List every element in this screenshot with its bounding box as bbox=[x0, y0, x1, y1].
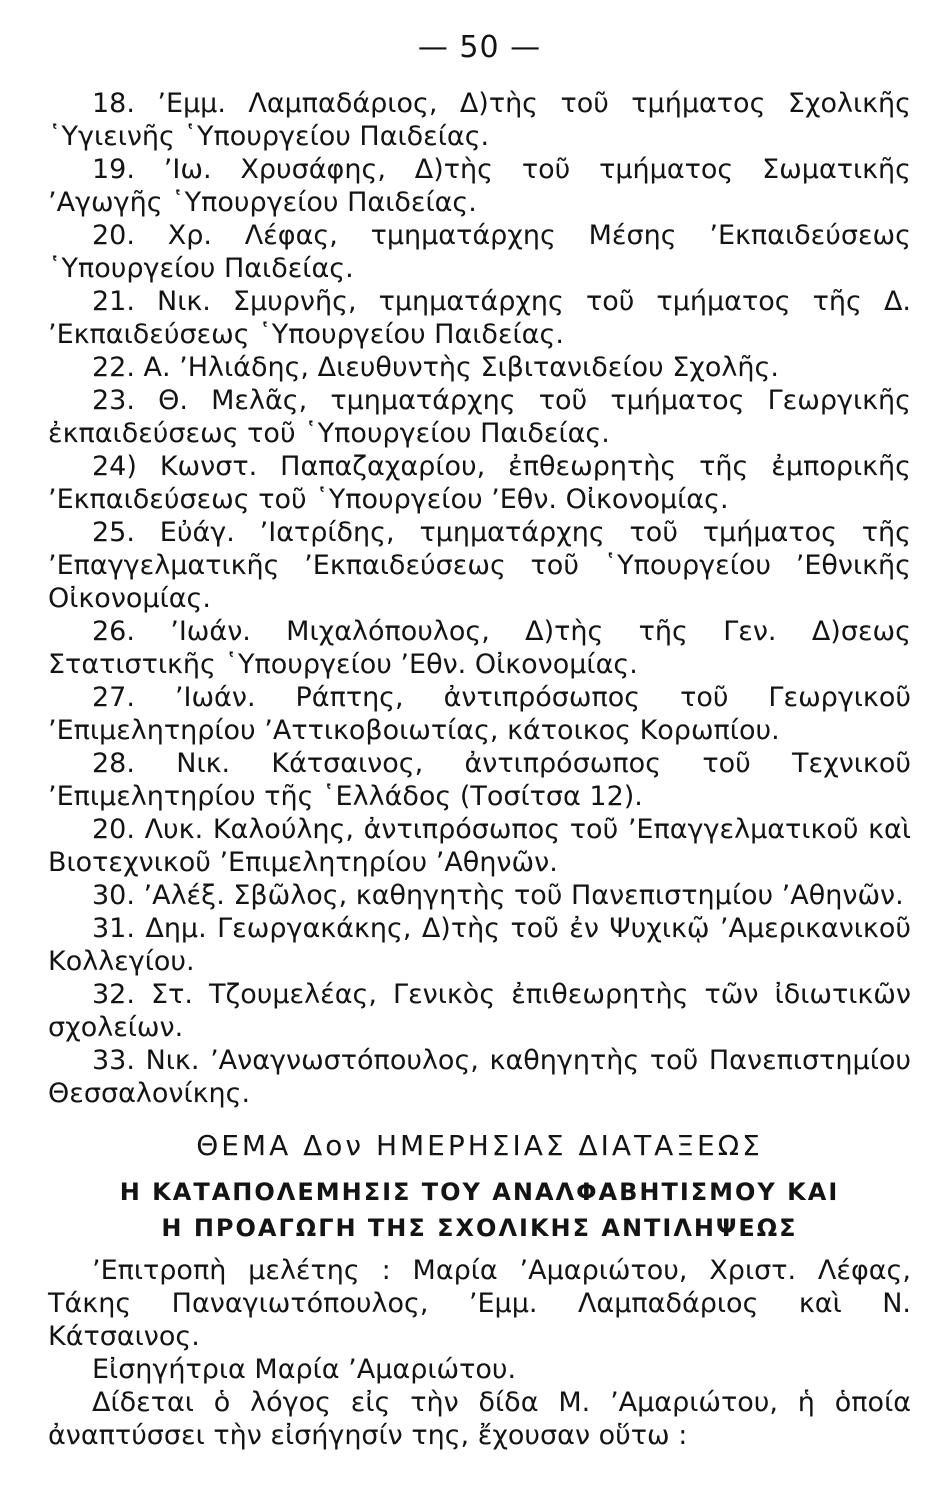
committee-paragraph: ’Επιτροπὴ μελέτης : Μαρία ’Αμαριώτου, Χριστ. Λέφας, Τάκης Παναγιωτόπουλος, ’Εμμ. Λαμπαδάριος καὶ Ν. Κάτσαινος. bbox=[48, 1255, 911, 1352]
page-number: — 50 — bbox=[417, 30, 542, 65]
agenda-theme-line: ΘΕΜΑ Δον ΗΜΕΡΗΣΙΑΣ ΔΙΑΤΑΞΕΩΣ bbox=[196, 1129, 763, 1162]
closing-paragraph: Δίδεται ὁ λόγος εἰς τὴν δίδα Μ. ’Αμαριώτου, ἡ ὁποία ἀναπτύσσει τὴν εἰσήγησίν της, ἔχουσαν οὕτω : bbox=[48, 1387, 911, 1451]
list-item: 26. ’Ιωάν. Μιχαλόπουλος, Δ)τὴς τῆς Γεν. Δ)σεως Στατιστικῆς ῾Υπουργείου ’Εθν. Οἰκονομίας. bbox=[48, 616, 911, 680]
list-item: 25. Εὐάγ. ’Ιατρίδης, τμηματάρχης τοῦ τμήματος τῆς ’Επαγγελματικῆς ’Εκπαιδεύσεως τοῦ ῾Υπουργείου ’Εθνικῆς Οἰκονομίας. bbox=[48, 517, 911, 614]
list-item: 32. Στ. Τζουμελέας, Γενικὸς ἐπιθεωρητὴς τῶν ἰδιωτικῶν σχολείων. bbox=[48, 979, 911, 1043]
list-item: 20. Λυκ. Καλούλης, ἀντιπρόσωπος τοῦ ’Επαγγελματικοῦ καὶ Βιοτεχνικοῦ ’Επιμελητηρίου ’Αθηνῶν. bbox=[48, 814, 911, 878]
list-item: 27. ’Ιωάν. Ράπτης, ἀντιπρόσωπος τοῦ Γεωργικοῦ ’Επιμελητηρίου ’Αττικοβοιωτίας, κάτοικος Κορωπίου. bbox=[48, 682, 911, 746]
list-item: 31. Δημ. Γεωργακάκης, Δ)τὴς τοῦ ἐν Ψυχικῷ ’Αμερικανικοῦ Κολλεγίου. bbox=[48, 913, 911, 977]
list-item: 22. Α. ’Ηλιάδης, Διευθυντὴς Σιβιτανιδείου Σχολῆς. bbox=[92, 352, 779, 383]
section-heading-line-2: Η ΠΡΟΑΓΩΓΗ ΤΗΣ ΣΧΟΛΙΚΗΣ ΑΝΤΙΛΗΨΕΩΣ bbox=[161, 1214, 798, 1242]
list-item: 23. Θ. Μελᾶς, τμηματάρχης τοῦ τμήματος Γεωργικῆς ἐκπαιδεύσεως τοῦ ῾Υπουργείου Παιδείας. bbox=[48, 385, 911, 449]
list-item: 28. Νικ. Κάτσαινος, ἀντιπρόσωπος τοῦ Τεχνικοῦ ’Επιμελητηρίου τῆς ῾Ελλάδος (Τοσίτσα 12). bbox=[48, 748, 911, 812]
list-item: 20. Χρ. Λέφας, τμηματάρχης Μέσης ’Εκπαιδεύσεως ῾Υπουργείου Παιδείας. bbox=[48, 220, 911, 284]
list-item: 21. Νικ. Σμυρνῆς, τμηματάρχης τοῦ τμήματος τῆς Δ. ’Εκπαιδεύσεως ῾Υπουργείου Παιδείας. bbox=[48, 286, 911, 350]
list-item: 30. ’Αλέξ. Σβῶλος, καθηγητὴς τοῦ Πανεπιστημίου ’Αθηνῶν. bbox=[92, 880, 904, 911]
list-item: 24) Κωνστ. Παπαζαχαρίου, ἐπθεωρητὴς τῆς ἐμπορικῆς ’Εκπαιδεύσεως τοῦ ῾Υπουργείου ’Εθν. Οἰκονομίας. bbox=[48, 451, 911, 515]
section-heading-line-1: Η ΚΑΤΑΠΟΛΕΜΗΣΙΣ ΤΟΥ ΑΝΑΛΦΑΒΗΤΙΣΜΟΥ ΚΑΙ bbox=[119, 1178, 840, 1206]
list-item: 19. ’Ιω. Χρυσάφης, Δ)τὴς τοῦ τμήματος Σωματικῆς ’Αγωγῆς ῾Υπουργείου Παιδείας. bbox=[48, 154, 911, 218]
member-list bbox=[48, 87, 911, 1110]
list-item: 18. ’Εμμ. Λαμπαδάριος, Δ)τὴς τοῦ τμήματος Σχολικῆς ῾Υγιεινῆς ῾Υπουργείου Παιδείας. bbox=[48, 88, 911, 152]
rapporteur-line: Εἰσηγήτρια Μαρία ’Αμαριώτου. bbox=[92, 1354, 517, 1385]
list-item: 33. Νικ. ’Αναγνωστόπουλος, καθηγητὴς τοῦ Πανεπιστημίου Θεσσαλονίκης. bbox=[48, 1045, 911, 1109]
